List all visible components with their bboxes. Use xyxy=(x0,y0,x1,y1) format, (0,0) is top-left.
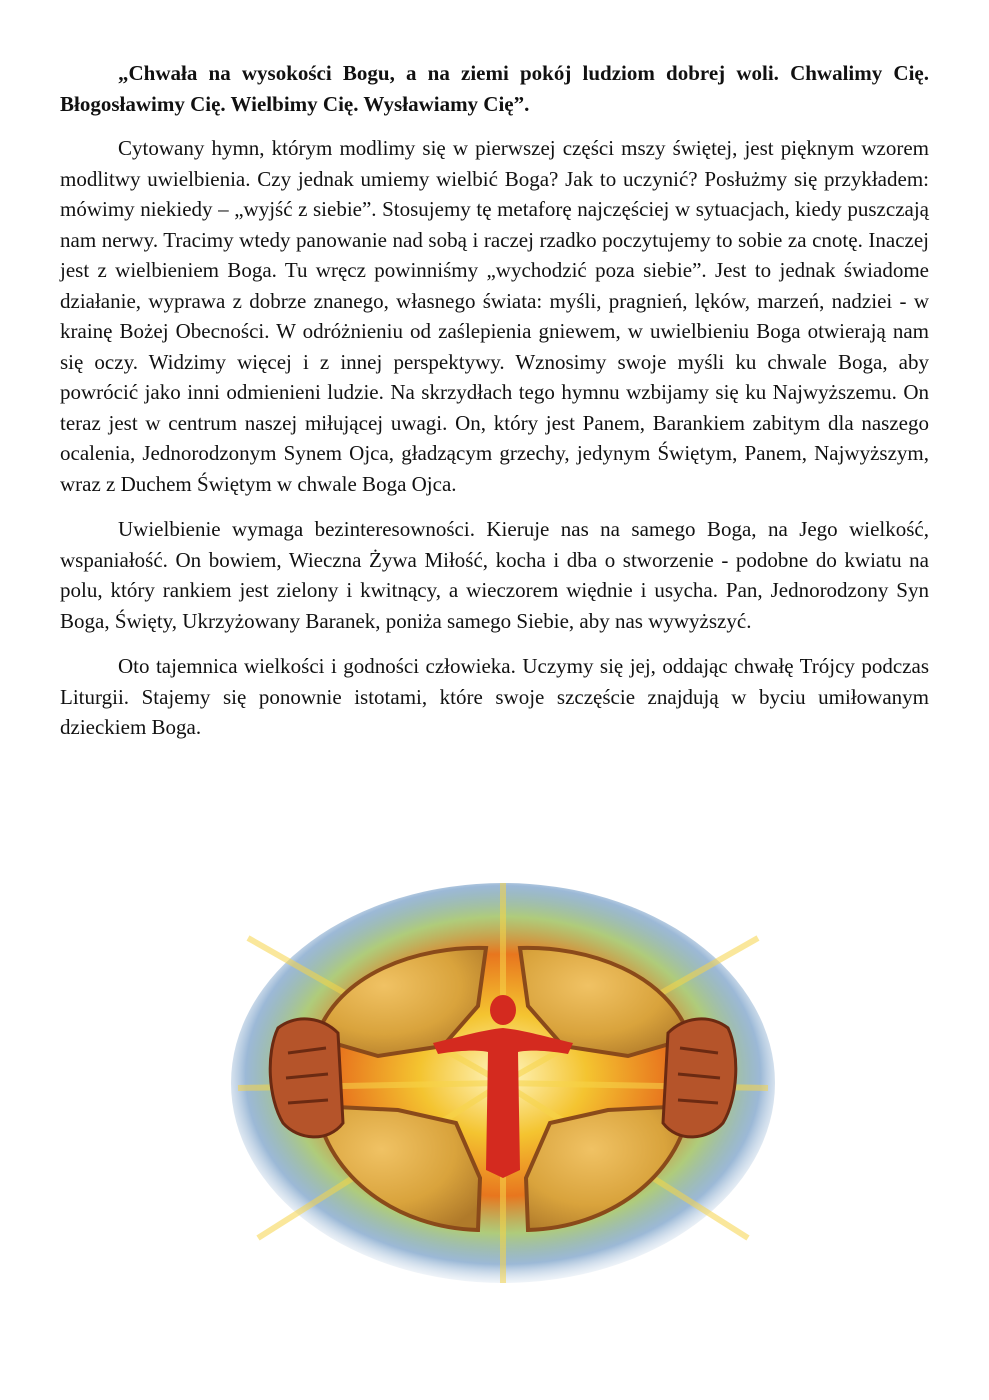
hymn-quote: „Chwała na wysokości Bogu, a na ziemi pokój ludziom dobrej woli. Chwalimy Cię. Błogosławimy Cię. Wielbimy Cię. Wysławiamy Cię”. xyxy=(60,61,929,116)
watercolor-bread-christ-illustration xyxy=(228,878,778,1288)
paragraph-2: Uwielbienie wymaga bezinteresowności. Kieruje nas na samego Boga, na Jego wielkość, wspaniałość. On bowiem, Wieczna Żywa Miłość, kocha i dba o stworzenie - podobne do kwiatu na polu, który rankiem jest zielony i kwitnący, a wieczorem więdnie i usycha. Pan, Jednorodzony Syn Boga, Święty, Ukrzyżowany Baranek, poniża samego Siebie, aby nas wywyższyć. xyxy=(60,517,929,633)
paragraph-3: Oto tajemnica wielkości i godności człowieka. Uczymy się jej, oddając chwałę Trójcy podczas Liturgii. Stajemy się ponownie istotami, które swoje szczęście znajdują w byciu umiłowanym dzieckiem Boga. xyxy=(60,654,929,739)
bread-christ-icon xyxy=(228,878,778,1288)
paragraph-1: Cytowany hymn, którym modlimy się w pierwszej części mszy świętej, jest pięknym wzorem modlitwy uwielbienia. Czy jednak umiemy wielbić Boga? Jak to uczynić? Posłużmy się przykładem: mówimy niekiedy – „wyjść z siebie”. Stosujemy tę metaforę najczęściej w sytuacjach, kiedy puszczają nam nerwy. Tracimy wtedy panowanie nad sobą i raczej rzadko poczytujemy to sobie za cnotę. Inaczej jest z wielbieniem Boga. Tu wręcz powinniśmy „wychodzić poza siebie”. Jest to jednak świadome działanie, wyprawa z dobrze znanego, własnego świata: myśli, pragnień, lęków, marzeń, nadziei - w krainę Bożej Obecności. W odróżnieniu od zaślepienia gniewem, w uwielbieniu Boga otwierają nam się oczy. Widzimy więcej i z innej perspektywy. Wznosimy swoje myśli ku chwale Boga, aby powrócić jako inni odmienieni ludzie. Na skrzydłach tego hymnu wzbijamy się ku Najwyższemu. On teraz jest w centrum naszej miłującej uwagi. On, który jest Panem, Barankiem zabitym dla naszego ocalenia, Jednorodzonym Synem Ojca, gładzącym grzechy, jedynym Świętym, Panem, Najwyższym, wraz z Duchem Świętym w chwale Boga Ojca. xyxy=(60,136,929,496)
document-body xyxy=(60,58,929,758)
